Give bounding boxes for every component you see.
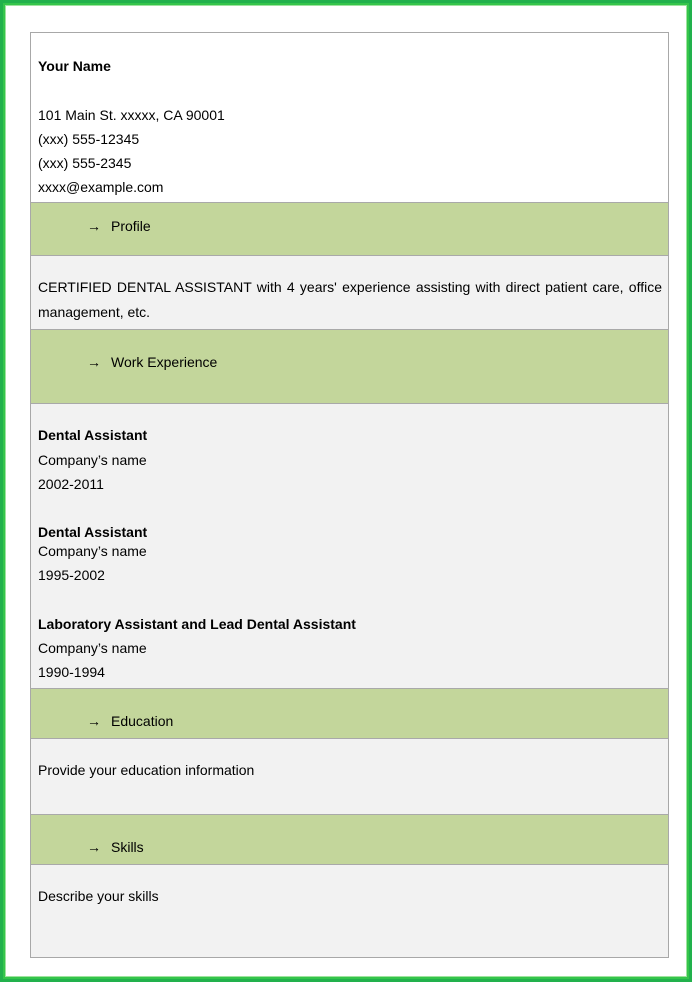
job-title: Dental Assistant [38,524,148,540]
work-label: Work Experience [111,354,218,370]
skills-text: Describe your skills [38,888,159,904]
job-title: Laboratory Assistant and Lead Dental Assistant [38,616,356,632]
profile-body [31,256,668,329]
education-label: Education [111,713,174,729]
arrow-right-icon: → [87,839,101,855]
arrow-right-icon: → [87,713,101,729]
phone-line-1: (xxx) 555-12345 [38,131,140,147]
job-years: 2002-2011 [38,476,104,492]
arrow-right-icon: → [87,354,101,370]
skills-section-bar [31,814,668,865]
job-company: Company’s name [38,452,147,468]
education-body [31,739,668,814]
education-text: Provide your education information [38,762,255,778]
job-company: Company’s name [38,640,147,656]
job-title: Dental Assistant [38,427,148,443]
profile-section-bar [31,202,668,256]
work-section-bar [31,329,668,404]
profile-text: CERTIFIED DENTAL ASSISTANT with 4 years' experience assisting with direct patient care, office management, etc. [38,279,662,320]
job-company: Company’s name [38,543,147,559]
profile-section-title [87,218,151,234]
education-section-bar [31,688,668,739]
skills-section-title [87,839,144,855]
address-line: 101 Main St. xxxxx, CA 90001 [38,107,225,123]
job-years: 1995-2002 [38,567,105,583]
email-line: xxxx@example.com [38,179,164,195]
job-years: 1990-1994 [38,664,105,680]
page-frame [3,3,689,979]
work-section-title [87,354,217,370]
skills-label: Skills [111,839,144,855]
profile-label: Profile [111,218,151,234]
name-heading: Your Name [38,58,111,74]
arrow-right-icon: → [87,218,101,234]
contact-header [31,33,668,202]
skills-body [31,865,668,957]
phone-line-2: (xxx) 555-2345 [38,155,132,171]
resume-document [30,32,669,958]
education-section-title [87,713,173,729]
work-body [31,404,668,688]
